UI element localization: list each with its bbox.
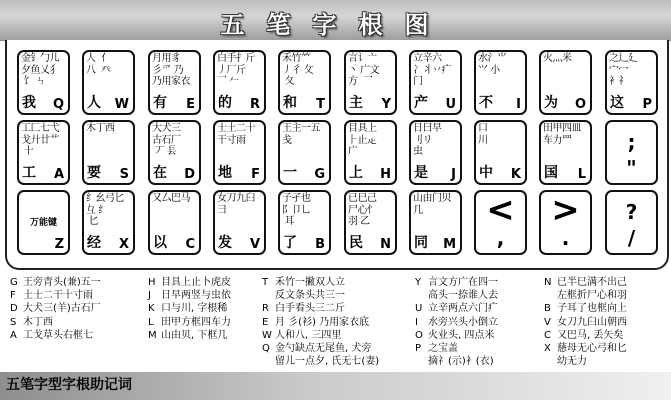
mnemonic-key-letter: K: [148, 303, 155, 315]
key-letter: U: [445, 97, 456, 112]
mnemonic-key-letter: N: [544, 277, 552, 288]
key-letter: E: [186, 97, 195, 112]
mnemonic-key-letter: L: [148, 316, 154, 328]
key-letter: J: [451, 167, 456, 182]
mnemonic-line: [10, 276, 101, 289]
mnemonic-text: 水旁兴头小倒立: [428, 316, 498, 328]
key-radicals: 白手扌斤 丿厂斤 乛 𠂉: [217, 53, 255, 87]
mnemonic-panel: [10, 276, 665, 376]
mnemonic-text: 已半巳满不出己: [557, 277, 627, 288]
key-name-char: 是: [414, 165, 428, 181]
key-radicals: 月用豸 彡爫 乃 乃用家衣: [152, 53, 190, 87]
key-letter: F: [251, 167, 260, 182]
key-z[interactable]: [17, 190, 70, 255]
key-gt[interactable]: [539, 190, 592, 255]
header-bar: [0, 0, 671, 41]
key-symbol-lower: ,: [496, 226, 505, 250]
mnemonic-line: [415, 329, 498, 342]
key-radicals: 禾竹⺮ 丿彳 攵 夂: [282, 53, 314, 87]
key-letter: Q: [52, 97, 64, 112]
key-name-char: 和: [283, 95, 297, 111]
key-letter: N: [380, 237, 391, 252]
keyboard-panel: [5, 40, 669, 270]
mnemonic-line: [415, 302, 498, 315]
key-j[interactable]: [409, 120, 462, 185]
mnemonic-line: [544, 329, 627, 342]
mnemonic-line: [544, 302, 627, 315]
key-radicals: 田甲四皿 车力罒: [543, 123, 581, 146]
mnemonic-line: [544, 289, 627, 302]
key-letter: H: [380, 167, 391, 182]
key-radicals: 日曰早 刂リ 虫: [413, 123, 442, 157]
mnemonic-line: [415, 289, 498, 302]
mnemonic-line: [262, 289, 379, 302]
key-radicals: 已巳己 尸心忄 羽 乙: [348, 193, 377, 227]
key-radicals: 又厶巴马: [152, 193, 190, 204]
key-radicals: 木丁西: [86, 123, 115, 134]
mnemonic-text: 工戈草头右框七: [23, 329, 93, 341]
mnemonic-column-1: [10, 276, 101, 342]
mnemonic-line: [415, 342, 498, 355]
key-name-char: 中: [479, 165, 493, 181]
key-c[interactable]: [148, 190, 201, 255]
mnemonic-key-letter: H: [148, 277, 156, 288]
footer-title: 五笔字型字根助记词: [6, 377, 132, 393]
key-radicals: 人 亻 八 癶: [86, 53, 111, 76]
key-letter: L: [577, 167, 586, 182]
key-name-char: 我: [22, 95, 36, 111]
key-letter: G: [314, 167, 325, 182]
key-symbol-lower: /: [627, 226, 636, 250]
mnemonic-line: [10, 302, 101, 315]
key-radicals: 金钅勹儿 夕鱼乂犭 饣 ㄣ: [21, 53, 59, 87]
key-symbol-upper: ;: [627, 130, 636, 154]
key-q[interactable]: [17, 50, 70, 115]
key-symbol-lower: ": [626, 156, 637, 180]
mnemonic-text: 言文方广在四一: [428, 277, 498, 288]
mnemonic-key-letter: V: [544, 316, 551, 328]
key-radicals: 口 川: [478, 123, 488, 146]
key-radicals: 子孑也 阝卩乚 耳: [282, 193, 311, 227]
mnemonic-text: 月 彡(衫) 乃用家衣底: [275, 316, 370, 328]
mnemonic-text: 目具上止卜虎皮: [161, 277, 231, 288]
mnemonic-text: 又巴马, 丢矢矣: [557, 329, 624, 341]
key-radicals: 目具上 ⺊止龰 广: [348, 123, 377, 157]
mnemonic-line: [148, 316, 231, 329]
mnemonic-text: 摘礻(示)衤(衣): [428, 356, 494, 368]
key-b[interactable]: [278, 190, 331, 255]
mnemonic-line: [262, 276, 379, 289]
mnemonic-column-4: [415, 276, 498, 368]
mnemonic-line: [148, 302, 231, 315]
mnemonic-key-letter: G: [10, 277, 18, 288]
key-h[interactable]: [344, 120, 397, 185]
key-radicals: 言讠亠 丶 广文 方 乛: [348, 53, 380, 87]
page-title: 五笔字根图: [220, 10, 451, 39]
key-y[interactable]: [344, 50, 397, 115]
key-radicals: 立辛六 冫丬丷疒 门: [413, 53, 451, 87]
mnemonic-line: [544, 342, 627, 355]
key-symbol-lower: .: [561, 226, 570, 250]
key-x[interactable]: [82, 190, 135, 255]
mnemonic-text: 反文条头共三一: [275, 290, 345, 302]
mnemonic-key-letter: T: [262, 277, 269, 288]
mnemonic-text: 左框折尸心和羽: [557, 290, 627, 302]
key-e[interactable]: [148, 50, 201, 115]
key-letter: R: [249, 97, 260, 112]
mnemonic-text: 日早两竖与虫依: [161, 290, 231, 302]
key-d[interactable]: [148, 120, 201, 185]
mnemonic-line: [148, 276, 231, 289]
key-letter: A: [53, 167, 64, 182]
key-radicals: 女刀九臼 彐: [217, 193, 255, 216]
mnemonic-text: 口与川, 字根稀: [161, 303, 228, 315]
mnemonic-column-2: [148, 276, 231, 342]
mnemonic-line: [262, 302, 379, 315]
key-letter: Y: [381, 97, 391, 112]
key-radicals: 工匚七弋 戈廾廿艹 十: [21, 123, 59, 157]
key-letter: K: [510, 167, 521, 182]
mnemonic-key-letter: O: [415, 329, 423, 341]
mnemonic-key-letter: M: [148, 329, 157, 341]
key-name-char: 了: [283, 235, 297, 251]
mnemonic-text: 立辛两点六门疒: [428, 303, 498, 315]
key-letter: S: [119, 167, 129, 182]
key-w[interactable]: [82, 50, 135, 115]
mnemonic-text: 白手看头三二斤: [275, 303, 345, 315]
key-name-char: 工: [22, 165, 36, 181]
key-m[interactable]: [409, 190, 462, 255]
key-letter: D: [184, 167, 195, 182]
key-letter: M: [443, 237, 456, 252]
key-letter: O: [574, 97, 586, 112]
key-question[interactable]: [605, 190, 658, 255]
mnemonic-key-letter: U: [415, 303, 423, 315]
mnemonic-text: 火业头, 四点米: [428, 329, 495, 341]
mnemonic-line: [544, 355, 627, 368]
key-name-char: 在: [153, 165, 167, 181]
key-letter: I: [516, 97, 521, 112]
mnemonic-key-letter: P: [415, 342, 422, 354]
mnemonic-text: 山由贝, 下框几: [161, 329, 228, 341]
key-name-char: 主: [349, 95, 363, 111]
mnemonic-text: 田甲方框四车力: [161, 316, 231, 328]
mnemonic-line: [148, 329, 231, 342]
mnemonic-line: [262, 342, 379, 355]
key-radicals: 王主一五 戋: [282, 123, 320, 146]
key-radicals: 火灬米: [543, 53, 572, 64]
key-letter: X: [118, 237, 129, 252]
key-name-char: 国: [544, 165, 558, 181]
key-name-char: 经: [87, 235, 101, 251]
mnemonic-line: [262, 329, 379, 342]
key-g[interactable]: [278, 120, 331, 185]
mnemonic-key-letter: D: [10, 303, 18, 315]
key-k[interactable]: [474, 120, 527, 185]
mnemonic-key-letter: B: [544, 303, 551, 315]
key-n[interactable]: [344, 190, 397, 255]
universal-key-label: 万能键: [29, 218, 57, 228]
mnemonic-text: 慈母无心弓和匕: [557, 342, 627, 354]
key-l[interactable]: [539, 120, 592, 185]
mnemonic-key-letter: C: [544, 329, 551, 341]
mnemonic-column-3: [262, 276, 379, 368]
key-radicals: 纟幺弓匕 彑 纟 匕: [86, 193, 124, 227]
key-semicolon[interactable]: [605, 120, 658, 185]
mnemonic-line: [10, 316, 101, 329]
mnemonic-line: [10, 289, 101, 302]
mnemonic-line: [415, 276, 498, 289]
mnemonic-line: [544, 316, 627, 329]
key-u[interactable]: [409, 50, 462, 115]
mnemonic-text: 木丁西: [23, 316, 53, 328]
key-letter: P: [642, 97, 652, 112]
mnemonic-key-letter: S: [10, 316, 17, 328]
mnemonic-line: [415, 316, 498, 329]
mnemonic-key-letter: Y: [415, 277, 422, 288]
key-name-char: 不: [479, 95, 493, 111]
mnemonic-text: 王旁青头(兼)五一: [23, 277, 101, 288]
mnemonic-text: 女刀九臼山朝西: [557, 316, 627, 328]
key-name-char: 产: [414, 95, 428, 111]
mnemonic-text: 大犬三(羊)古石厂: [23, 303, 101, 315]
key-name-char: 地: [218, 165, 232, 181]
key-f[interactable]: [213, 120, 266, 185]
mnemonic-text: 高头一捺谁人去: [428, 290, 498, 302]
key-lt[interactable]: [474, 190, 527, 255]
key-radicals: 山由门贝 几: [413, 193, 451, 216]
mnemonic-key-letter: F: [10, 290, 16, 302]
mnemonic-key-letter: Q: [262, 342, 270, 354]
key-name-char: 有: [153, 95, 167, 111]
mnemonic-line: [262, 355, 379, 368]
mnemonic-line: [544, 276, 627, 289]
mnemonic-key-letter: R: [262, 303, 269, 315]
key-letter: V: [249, 237, 260, 252]
mnemonic-line: [415, 355, 498, 368]
mnemonic-line: [148, 289, 231, 302]
key-name-char: 要: [87, 165, 101, 181]
mnemonic-key-letter: A: [10, 329, 17, 341]
key-name-char: 同: [414, 235, 428, 251]
mnemonic-column-5: [544, 276, 627, 368]
key-name-char: 民: [349, 235, 363, 251]
mnemonic-key-letter: X: [544, 342, 551, 354]
mnemonic-key-letter: W: [262, 329, 272, 341]
key-letter: B: [315, 237, 325, 252]
key-a[interactable]: [17, 120, 70, 185]
key-name-char: 以: [153, 235, 167, 251]
mnemonic-line: [10, 329, 101, 342]
key-t[interactable]: [278, 50, 331, 115]
mnemonic-key-letter: E: [262, 316, 269, 328]
key-letter: Z: [54, 237, 64, 252]
key-letter: C: [185, 237, 195, 252]
key-name-char: 这: [610, 95, 624, 111]
key-name-char: 的: [218, 95, 232, 111]
mnemonic-text: 人和八, 三四里: [275, 329, 342, 341]
key-i[interactable]: [474, 50, 527, 115]
key-name-char: 为: [544, 95, 558, 111]
mnemonic-text: 留儿一点夕, 氏无七(妻): [275, 356, 380, 368]
mnemonic-key-letter: I: [415, 316, 418, 328]
key-name-char: 一: [283, 165, 297, 181]
key-s[interactable]: [82, 120, 135, 185]
key-radicals: 水氵⺌ ⺍ 小: [478, 53, 507, 76]
key-name-char: 上: [349, 165, 363, 181]
mnemonic-text: 土士二干十寸雨: [23, 290, 93, 302]
mnemonic-text: 幼无力: [557, 356, 587, 368]
key-r[interactable]: [213, 50, 266, 115]
key-letter: W: [114, 97, 129, 112]
mnemonic-text: 之宝盖: [428, 342, 458, 354]
key-symbol-upper: <: [486, 190, 515, 230]
key-symbol-upper: >: [551, 190, 580, 230]
key-v[interactable]: [213, 190, 266, 255]
key-radicals: 之辶廴 宀冖 衤礻: [609, 53, 638, 87]
key-name-char: 人: [87, 95, 101, 111]
key-name-char: 发: [218, 235, 232, 251]
mnemonic-key-letter: J: [148, 290, 151, 302]
key-radicals: 大犬三 古石厂 丆 镸: [152, 123, 181, 157]
mnemonic-line: [262, 316, 379, 329]
key-o[interactable]: [539, 50, 592, 115]
mnemonic-text: 金勺缺点无尾鱼, 犬旁: [275, 342, 372, 354]
key-symbol-upper: ?: [625, 200, 638, 224]
mnemonic-text: 禾竹一撇双人立: [275, 277, 345, 288]
mnemonic-text: 子耳了也框向上: [557, 303, 627, 315]
key-radicals: 士土二十 干寸雨: [217, 123, 255, 146]
key-letter: T: [316, 97, 325, 112]
key-p[interactable]: [605, 50, 658, 115]
